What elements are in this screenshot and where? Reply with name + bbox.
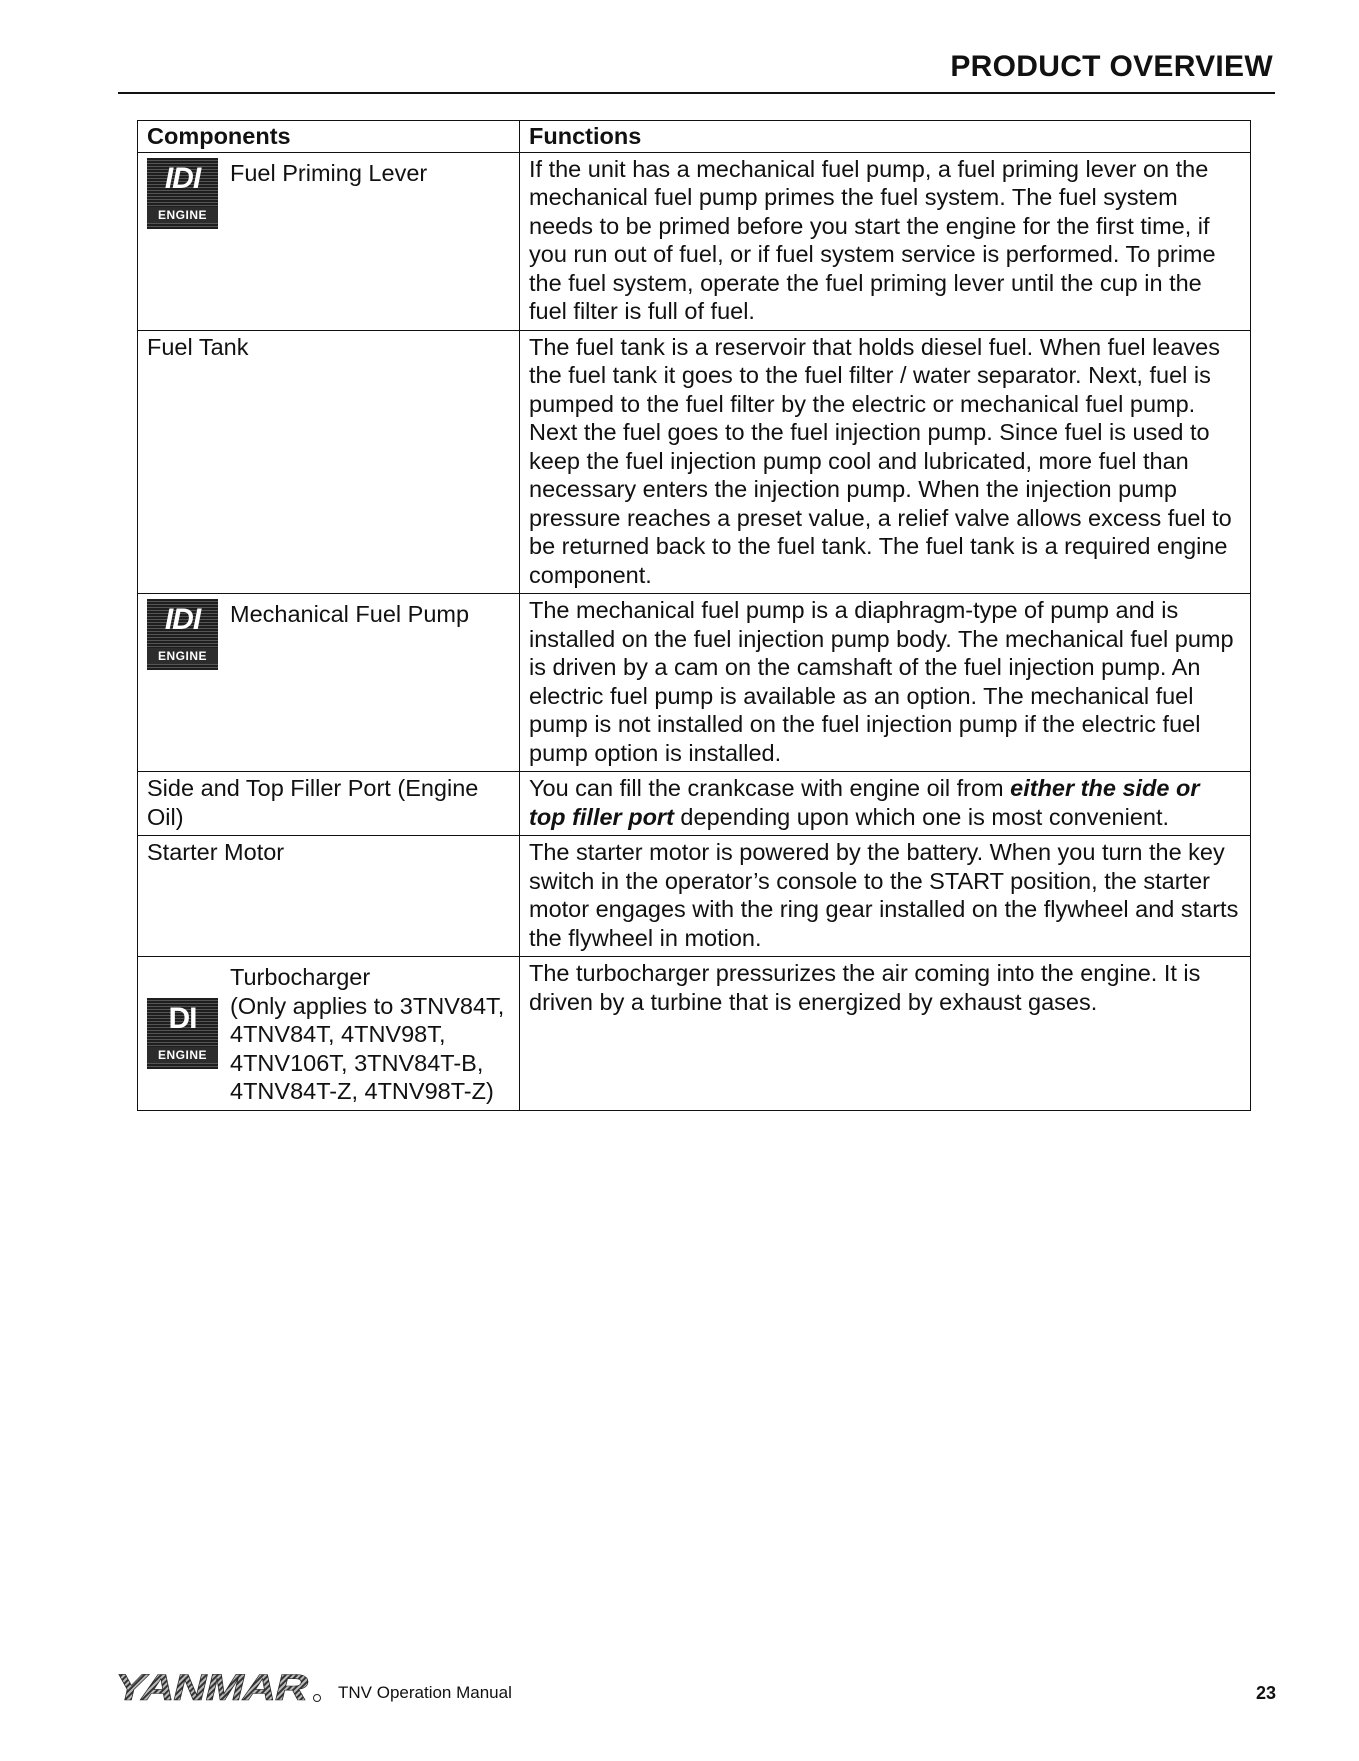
manual-title: TNV Operation Manual: [338, 1683, 512, 1702]
table-row: [138, 836, 1251, 957]
function-emphasis: either the side or top filler port: [529, 775, 1200, 830]
di-engine-badge-icon: DI ENGINE: [147, 998, 218, 1069]
function-description: The mechanical fuel pump is a diaphragm-type of pump and is installed on the fuel injection pump body. The mechanical fuel pump is driven by a cam on the camshaft of the fuel injection pump. An electric fuel pump is available as an option. The mechanical fuel pump is not installed on the fuel injection pump if the electric fuel pump option is installed.: [520, 594, 1251, 772]
page-title: PRODUCT OVERVIEW: [950, 50, 1273, 83]
function-description: If the unit has a mechanical fuel pump, a fuel priming lever on the mechanical fuel pump primes the fuel system. The fuel system needs to be primed before you start the engine for the first time, if you run out of fuel, or if fuel system service is performed. To prime the fuel system, operate the fuel priming lever until the cup in the fuel filter is full of fuel.: [520, 152, 1251, 330]
function-description: The fuel tank is a reservoir that holds diesel fuel. When fuel leaves the fuel tank it goes to the fuel filter / water separator. Next, fuel is pumped to the fuel filter by the electric or mechanical fuel pump. Next the fuel goes to the fuel injection pump. Since fuel is used to keep the fuel injection pump cool and lubricated, more fuel than necessary enters the injection pump. When the injection pump pressure reaches a preset value, a relief valve allows excess fuel to be returned back to the fuel tank. The fuel tank is a required engine component.: [520, 330, 1251, 594]
component-cell: [138, 594, 520, 772]
page-header: [118, 48, 1275, 94]
component-name: Turbocharger: [230, 964, 371, 990]
functions-column-header: Functions: [520, 121, 1251, 153]
idi-engine-badge-icon: IDI ENGINE: [147, 599, 218, 670]
component-name: Fuel Priming Lever: [230, 159, 428, 186]
yanmar-logo-icon: [113, 1668, 323, 1706]
table-header-row: [138, 121, 1251, 153]
function-description: The turbocharger pressurizes the air coming into the engine. It is driven by a turbine that is energized by exhaust gases.: [520, 957, 1251, 1111]
component-name: Mechanical Fuel Pump: [230, 601, 470, 627]
component-note: (Only applies to 3TNV84T, 4TNV84T, 4TNV98T, 4TNV106T, 3TNV84T-B, 4TNV84T-Z, 4TNV98T-Z): [230, 992, 505, 1104]
component-name: Side and Top Filler Port (Engine Oil): [138, 772, 520, 836]
table-row: [138, 594, 1251, 772]
component-name: Starter Motor: [138, 836, 520, 957]
function-text: You can fill the crankcase with engine oil from: [529, 775, 1011, 801]
function-description: The starter motor is powered by the battery. When you turn the key switch in the operator’s console to the START position, the starter motor engages with the ring gear installed on the flywheel and starts the flywheel in motion.: [520, 836, 1251, 957]
component-cell: [138, 152, 520, 330]
table-row: [138, 330, 1251, 594]
table-row: [138, 957, 1251, 1111]
table-row: [138, 152, 1251, 330]
page-number: 23: [1255, 1683, 1276, 1703]
idi-engine-badge-icon: IDI ENGINE: [147, 158, 218, 229]
component-name: Fuel Tank: [138, 330, 520, 594]
component-cell: [138, 957, 520, 1111]
components-column-header: Components: [138, 121, 520, 153]
table-row: [138, 772, 1251, 836]
components-functions-table: [137, 120, 1251, 1111]
function-text: depending upon which one is most convenient.: [673, 803, 1170, 830]
logo-text: YANMAR: [115, 1668, 309, 1706]
function-description: [520, 772, 1251, 836]
